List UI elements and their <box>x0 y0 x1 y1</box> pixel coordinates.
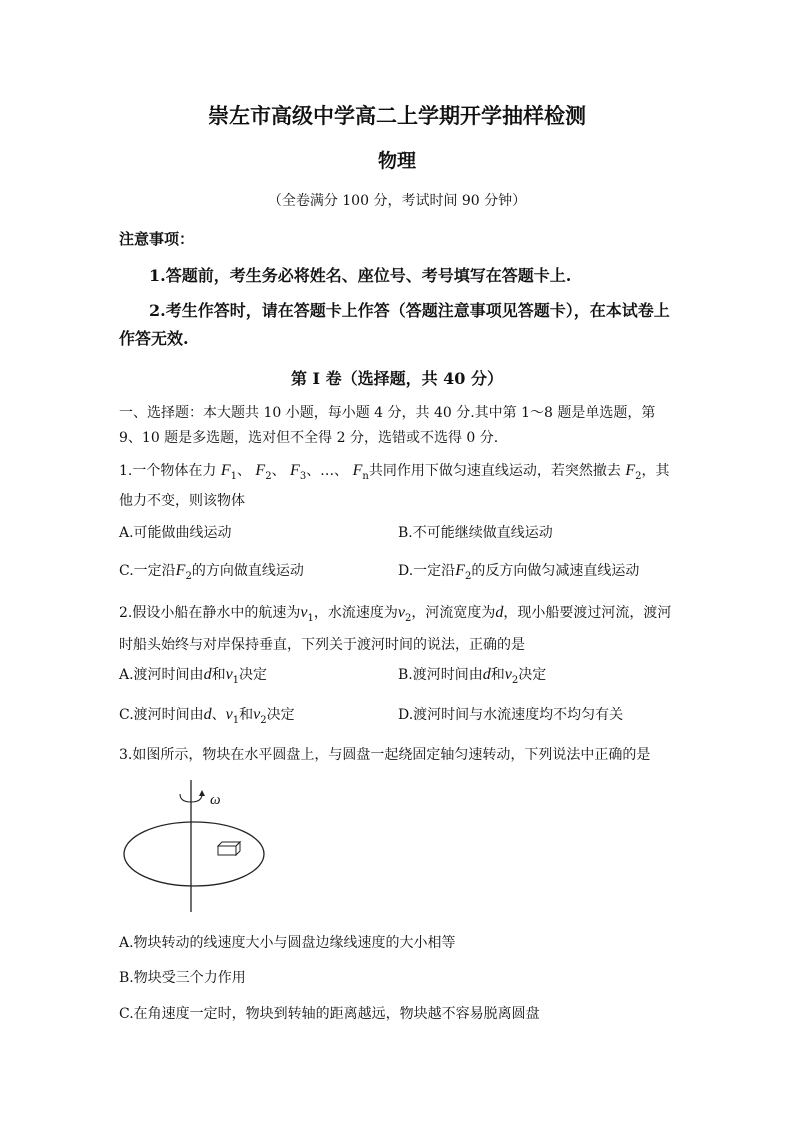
notice-heading: 注意事项： <box>119 230 195 248</box>
block-icon <box>218 842 240 855</box>
question-3-option-b: B.物块受三个力作用 <box>119 970 246 986</box>
omega-label: ω <box>210 792 221 808</box>
question-2-stem: 2.假设小船在静水中的航速为$v_1$，水流速度为$v_2$，河流宽度为d，现小船要渡过河流，渡河时船头始终与对岸保持垂直，下列关于渡河时间的说法，正确的是 <box>119 604 672 653</box>
question-3-option-a: A.物块转动的线速度大小与圆盘边缘线速度的大小相等 <box>119 935 456 951</box>
exam-note: （全卷满分 100 分，考试时间 90 分钟） <box>267 193 527 209</box>
question-2-option-c: C.渡河时间由d、$v_1$和$v_2$决定 <box>119 706 295 726</box>
rotating-disc-diagram <box>118 778 278 918</box>
question-1-stem: 1.一个物体在力 $F_1$、 $F_2$、 $F_3$、…、 $F_n$共同作用下做匀速直线运动，若突然撤去 $F_2$，其他力不变，则该物体 <box>119 462 670 509</box>
question-1-option-a: A.可能做曲线运动 <box>119 525 232 541</box>
notice-item-2: 2.考生作答时，请在答题卡上作答（答题注意事项见答题卡），在本试卷上作答无效. <box>119 301 670 348</box>
rotation-arrowhead-icon <box>199 790 205 796</box>
question-1-option-c: C.一定沿$F_2$的方向做直线运动 <box>119 562 304 582</box>
question-1-option-b: B.不可能继续做直线运动 <box>398 525 553 541</box>
question-3-stem: 3.如图所示，物块在水平圆盘上，与圆盘一起绕固定轴匀速转动，下列说法中正确的是 <box>119 747 651 763</box>
question-2-option-a: A.渡河时间由d和$v_1$决定 <box>119 666 268 686</box>
subject-title: 物理 <box>377 150 416 172</box>
disc-ellipse <box>124 822 264 886</box>
question-3-option-c: C.在角速度一定时，物块到转轴的距离越远，物块越不容易脱离圆盘 <box>119 1006 540 1022</box>
question-2-option-b: B.渡河时间由d和$v_2$决定 <box>398 666 547 686</box>
question-2-option-d: D.渡河时间与水流速度均不均匀有关 <box>398 707 624 723</box>
question-1-option-d: D.一定沿$F_2$的反方向做匀减速直线运动 <box>398 562 640 582</box>
section-1-intro: 一、选择题：本大题共 10 小题，每小题 4 分，共 40 分.其中第 1～8 题是单选题，第 9、10 题是多选题，选对但不全得 2 分，选错或不选得 0 分. <box>119 405 656 446</box>
exam-title: 崇左市高级中学高二上学期开学抽样检测 <box>208 103 586 128</box>
notice-item-1: 1.答题前，考生务必将姓名、座位号、考号填写在答题卡上. <box>149 266 572 285</box>
section-1-title: 第 I 卷（选择题，共 40 分） <box>290 369 504 388</box>
